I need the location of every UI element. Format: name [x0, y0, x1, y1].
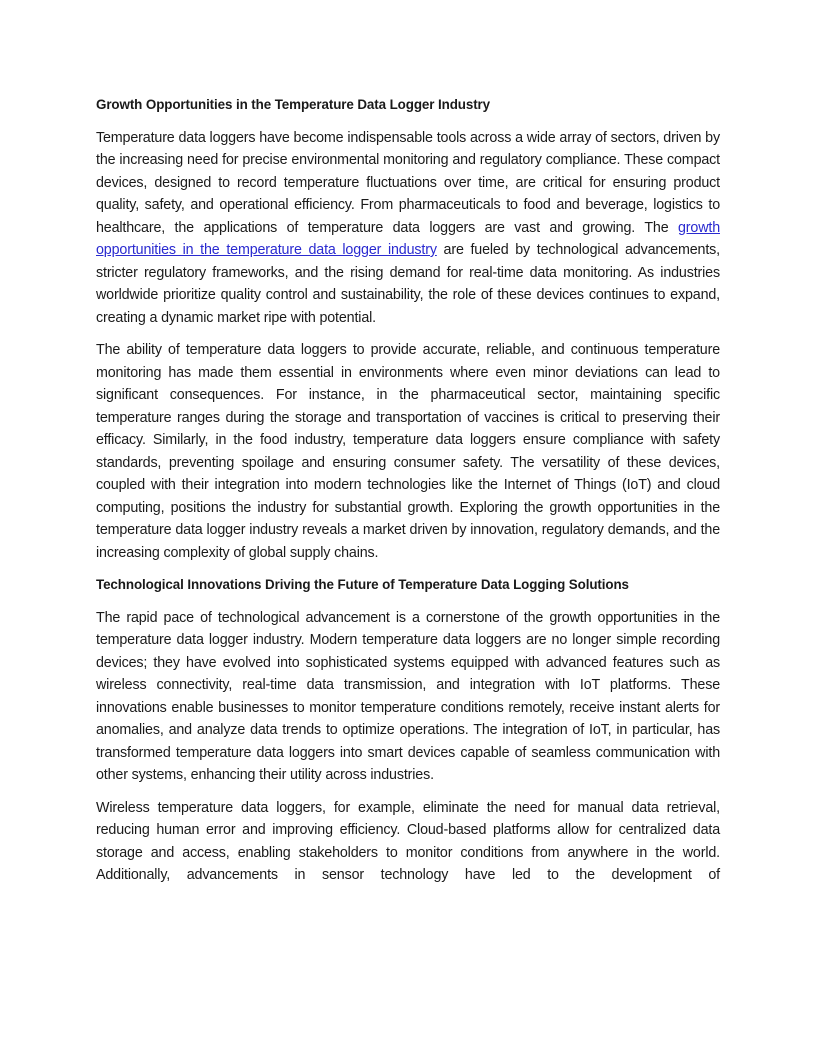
- paragraph-wireless: Wireless temperature data loggers, for example, eliminate the need for manual data retrieval, reducing human error and improving efficiency. Cloud-based platforms allow for centralized data storage and access, enabling stakeholders to monitor conditions from anywhere in the world. Additionally, advancements in sensor technology have led to the development of: [96, 799, 720, 883]
- paragraph-rapid-pace: The rapid pace of technological advancement is a cornerstone of the growth opportunities in the temperature data logger industry. Modern temperature data loggers are no longer simple recording devices; they have evolved into sophisticated systems equipped with advanced features such as wireless connectivity, real-time data transmission, and integration with IoT platforms. These innovations enable businesses to monitor temperature conditions remotely, receive instant alerts for anomalies, and analyze data trends to optimize operations. The integration of IoT, in particular, has transformed temperature data loggers into smart devices capable of seamless communication with other systems, enhancing their utility across industries.: [96, 609, 720, 783]
- growth-opportunities-link[interactable]: growth opportunities in the temperature data logger industry: [96, 219, 720, 258]
- document-page: [96, 94, 720, 897]
- paragraph-intro-text-after-link: are fueled by technological advancements, stricter regulatory frameworks, and the rising demand for real-time data monitoring. As industries worldwide prioritize quality control and sustainability, the role of these devices continues to expand, creating a dynamic market ripe with potential.: [96, 242, 720, 326]
- paragraph-intro-text-before-link: Temperature data loggers have become indispensable tools across a wide array of sectors, driven by the increasing need for precise environmental monitoring and regulatory compliance. These compact devices, designed to record temperature fluctuations over time, are critical for ensuring product quality, safety, and operational efficiency. From pharmaceuticals to food and beverage, logistics to healthcare, the applications of temperature data loggers are vast and growing. The: [96, 129, 720, 236]
- paragraph-intro: [96, 127, 720, 330]
- section-heading-technological-innovations: Technological Innovations Driving the Future of Temperature Data Logging Solutions: [96, 577, 629, 592]
- section-heading-growth-opportunities: Growth Opportunities in the Temperature Data Logger Industry: [96, 97, 491, 112]
- paragraph-ability: The ability of temperature data loggers to provide accurate, reliable, and continuous temperature monitoring has made them essential in environments where even minor deviations can lead to significant consequences. For instance, in the pharmaceutical sector, maintaining specific temperature ranges during the storage and transportation of vaccines is critical to preserving their efficacy. Similarly, in the food industry, temperature data loggers ensure compliance with safety standards, preventing spoilage and ensuring consumer safety. The versatility of these devices, coupled with their integration into modern technologies like the Internet of Things (IoT) and cloud computing, positions the industry for substantial growth. Exploring the growth opportunities in the temperature data logger industry reveals a market driven by innovation, regulatory demands, and the increasing complexity of global supply chains.: [96, 342, 720, 561]
